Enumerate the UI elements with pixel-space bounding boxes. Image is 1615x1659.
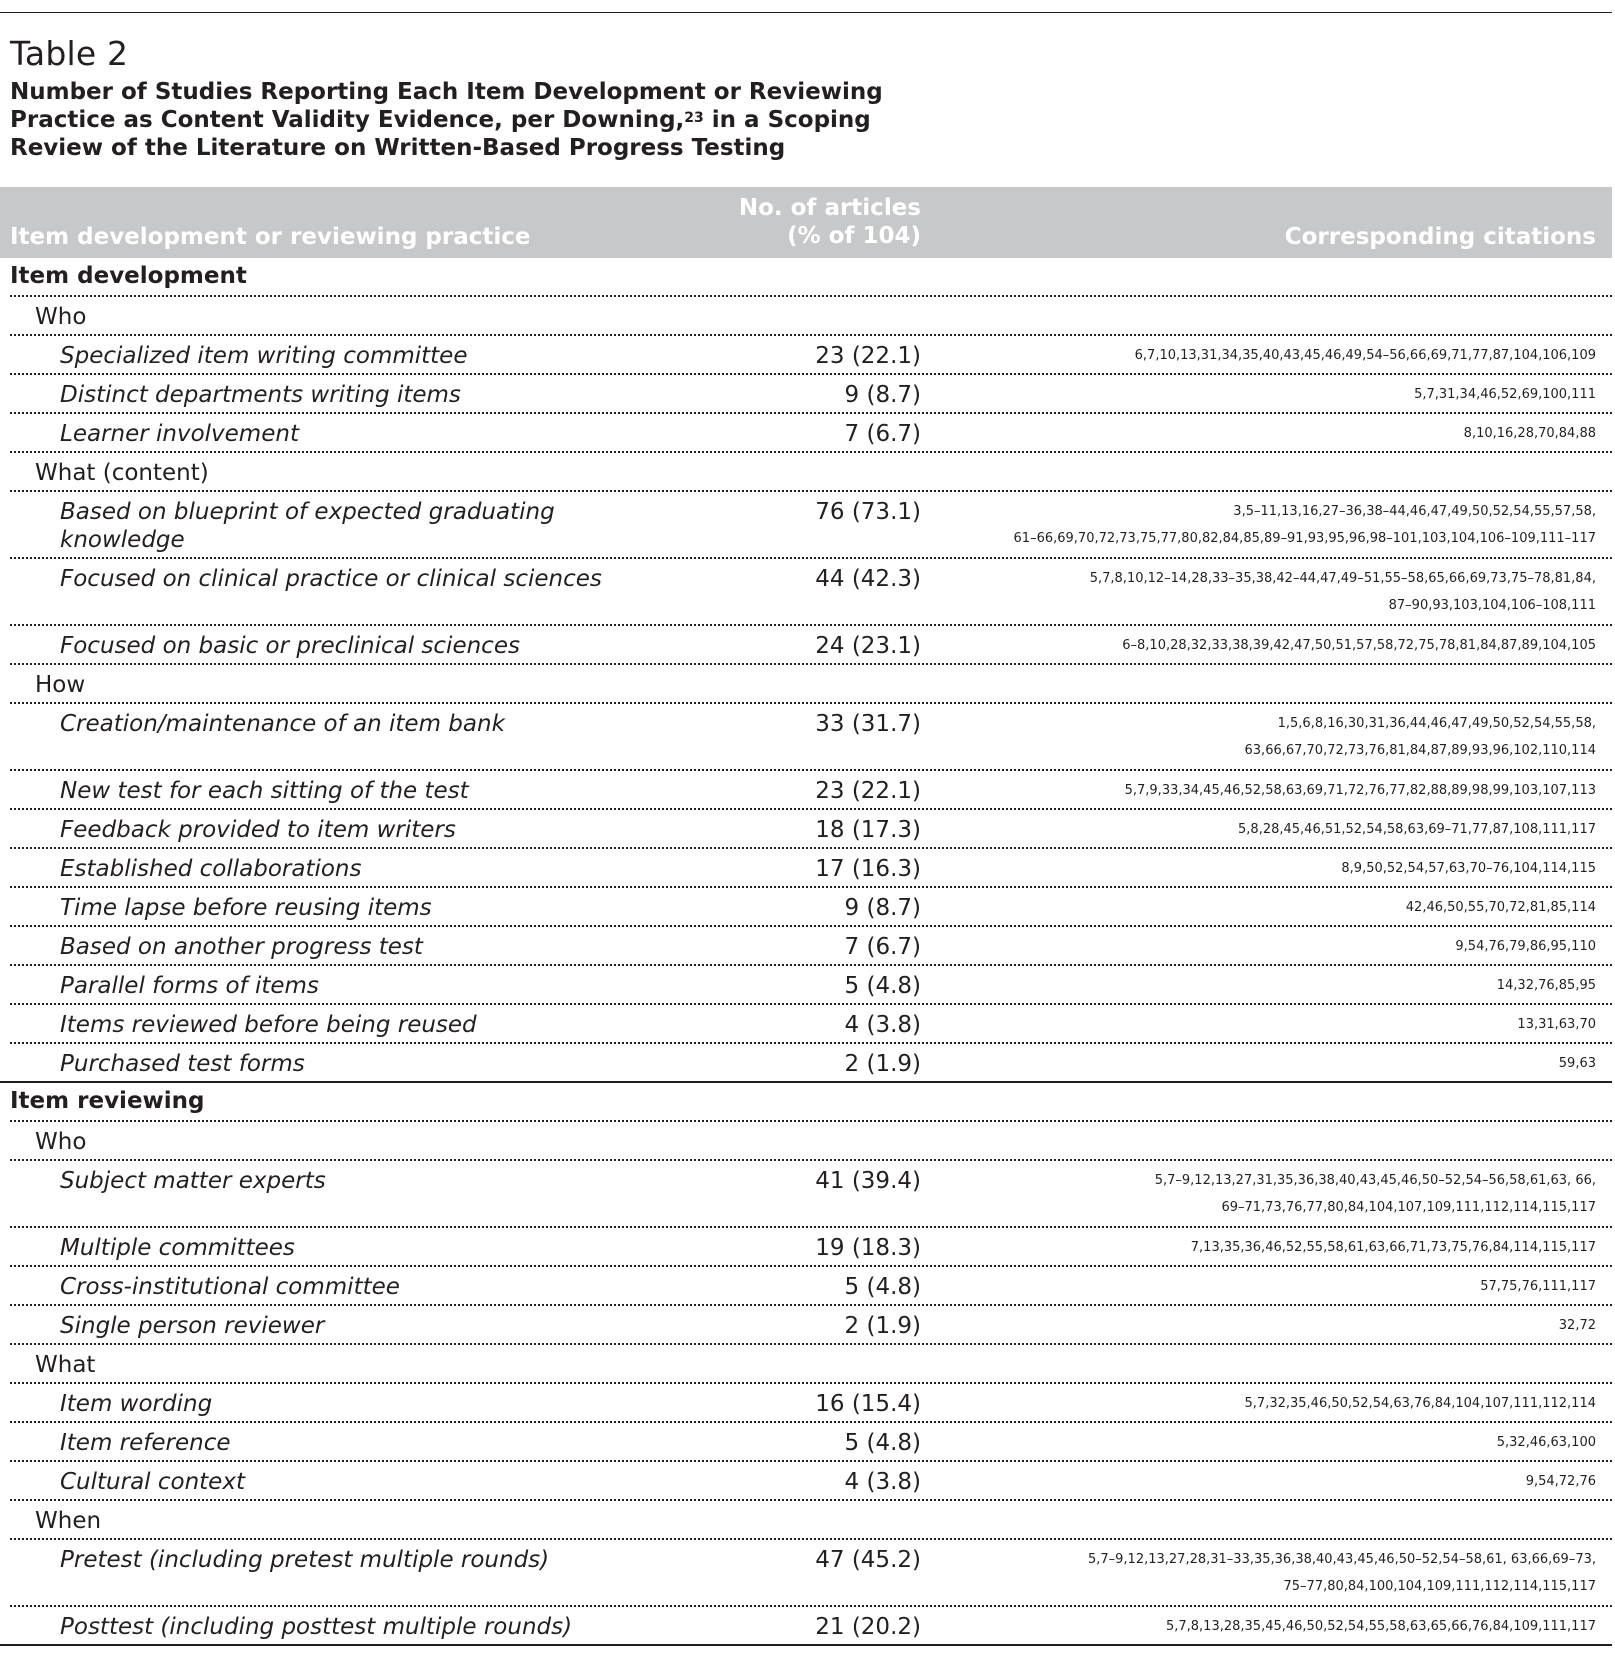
practice-label: Cross-institutional committee [60,1274,400,1300]
citations [1480,1273,1596,1300]
citation-line: 5,32,46,63,100 [1496,1435,1596,1450]
practice-label: Who [35,304,87,330]
practice-label: Subject matter experts [60,1168,326,1194]
citation-line: 5,7–9,12,13,27,28,31–33,35,36,38,40,43,45,46,50–52,54–58,61, 63,66,69–73, [1087,1552,1596,1567]
citation-line: 8,10,16,28,70,84,88 [1463,426,1596,441]
article-count: 7 (6.7) [844,934,921,960]
practice-label: Based on another progress test [60,934,423,960]
table-row [0,1607,1612,1646]
table-row [0,771,1612,810]
table-row [0,1044,1612,1083]
practice-label: Focused on basic or preclinical sciences [60,633,520,659]
citation-line: 9,54,72,76 [1525,1474,1596,1489]
article-count: 76 (73.1) [815,499,921,525]
citations [1414,381,1596,408]
caption-line-3: Review of the Literature on Written-Based Progress Testing [10,135,786,161]
caption-line-2b: in a Scoping [703,107,871,133]
practice-label: Cultural context [60,1469,245,1495]
practice-label: Focused on clinical practice or clinical sciences [60,566,602,592]
practice-label: Item reference [60,1430,231,1456]
citation-line: 59,63 [1558,1056,1596,1071]
table-row [0,1005,1612,1044]
citations [1088,1546,1596,1600]
article-count: 5 (4.8) [844,973,921,999]
citations [1191,1234,1596,1261]
article-count: 18 (17.3) [815,817,921,843]
practice-label: Established collaborations [60,856,362,882]
citations [1497,972,1596,999]
table-row [0,414,1612,453]
section-row [0,258,1612,297]
citation-line: 42,46,50,55,70,72,81,85,114 [1405,900,1596,915]
citation-line: 6–8,10,28,32,33,38,39,42,47,50,51,57,58,72,75,78,81,84,87,89,104,105 [1122,638,1596,653]
citation-line: 5,7,31,34,46,52,69,100,111 [1414,387,1596,402]
article-count: 2 (1.9) [844,1313,921,1339]
practice-label: Creation/maintenance of an item bank [60,711,505,737]
citations [1090,565,1596,619]
solid-rule [0,1644,1612,1646]
table-body [0,258,1612,1646]
table-row [0,849,1612,888]
citation-line: 9,54,76,79,86,95,110 [1455,939,1596,954]
citations [1245,710,1596,764]
citation-line: 14,32,76,85,95 [1496,978,1596,993]
citations [1014,498,1596,552]
practice-label: Who [35,1129,87,1155]
practice-label: Time lapse before reusing items [60,895,432,921]
citations [1497,1429,1596,1456]
citations [1559,1050,1596,1077]
practice-label: New test for each sitting of the test [60,778,469,804]
table-row [0,336,1612,375]
article-count: 9 (8.7) [844,382,921,408]
article-count: 41 (39.4) [815,1168,921,1194]
header-citations: Corresponding citations [1284,224,1596,250]
citation-line: 8,9,50,52,54,57,63,70–76,104,114,115 [1341,861,1596,876]
article-count: 21 (20.2) [815,1614,921,1640]
article-count: 7 (6.7) [844,421,921,447]
citations [1559,1312,1596,1339]
table-row [0,559,1612,626]
top-rule [0,12,1612,13]
practice-label: Purchased test forms [60,1051,305,1077]
article-count: 19 (18.3) [815,1235,921,1261]
citation-line: 7,13,35,36,46,52,55,58,61,63,66,71,73,75,76,84,114,115,117 [1190,1240,1596,1255]
table-row [0,927,1612,966]
article-count: 17 (16.3) [815,856,921,882]
table-row [0,1384,1612,1423]
citations [1166,1613,1596,1640]
citation-line: 6,7,10,13,31,34,35,40,43,45,46,49,54–56,66,69,71,77,87,104,106,109 [1134,348,1596,363]
table-row [0,1306,1612,1345]
citation-line: 61–66,69,70,72,73,75,77,80,82,84,85,89–91,93,95,96,98–101,103,104,106–109,111–117 [1013,531,1596,546]
citation-line: 3,5–11,13,16,27–36,38–44,46,47,49,50,52,54,55,57,58, [1233,504,1596,519]
subgroup-row [0,297,1612,336]
table-row [0,1462,1612,1501]
practice-label: Based on blueprint of expected graduating knowledge [60,499,555,553]
practice-label: How [35,672,86,698]
table-row [0,375,1612,414]
subgroup-row [0,1345,1612,1384]
citation-line: 5,7,8,10,12–14,28,33–35,38,42–44,47,49–51,55–58,65,66,69,73,75–78,81,84, [1089,571,1596,586]
table-row [0,1161,1612,1228]
citation-line: 57,75,76,111,117 [1480,1279,1596,1294]
practice-label: Feedback provided to item writers [60,817,456,843]
citations [1526,1468,1596,1495]
header-articles-line-1: No. of articles [738,195,921,221]
citation-line: 1,5,6,8,16,30,31,36,44,46,47,49,50,52,54,55,58, [1277,716,1596,731]
article-count: 44 (42.3) [815,566,921,592]
table-caption [10,78,910,162]
citation-line: 75–77,80,84,100,104,109,111,112,114,115,117 [1283,1579,1596,1594]
practice-label: Distinct departments writing items [60,382,461,408]
practice-label: Specialized item writing committee [60,343,468,369]
practice-label: Parallel forms of items [60,973,319,999]
practice-label: Pretest (including pretest multiple rounds) [60,1547,550,1573]
citations [1245,1390,1596,1417]
practice-label: Item reviewing [10,1088,205,1114]
practice-label: Single person reviewer [60,1313,325,1339]
citations [1238,816,1596,843]
citations [1341,855,1596,882]
citations [1455,933,1596,960]
article-count: 16 (15.4) [815,1391,921,1417]
article-count: 23 (22.1) [815,778,921,804]
citation-line: 63,66,67,70,72,73,76,81,84,87,89,93,96,102,110,114 [1244,743,1596,758]
caption-reference: 23 [684,110,704,126]
table-row [0,888,1612,927]
citation-line: 69–71,73,76,77,80,84,104,107,109,111,112,114,115,117 [1221,1200,1596,1215]
practice-label: Learner involvement [60,421,299,447]
header-practice: Item development or reviewing practice [10,224,531,250]
header-articles [739,194,921,250]
table-row [0,966,1612,1005]
table-label: Table 2 [10,34,129,73]
article-count: 2 (1.9) [844,1051,921,1077]
article-count: 5 (4.8) [844,1430,921,1456]
article-count: 23 (22.1) [815,343,921,369]
article-count: 4 (3.8) [844,1012,921,1038]
table-header [0,187,1612,258]
article-count: 9 (8.7) [844,895,921,921]
table-row [0,626,1612,665]
practice-label: Item development [10,263,247,289]
subgroup-row [0,1501,1612,1540]
caption-line-2 [10,106,910,134]
citation-line: 5,7–9,12,13,27,31,35,36,38,40,43,45,46,50–52,54–56,58,61,63, 66, [1154,1173,1596,1188]
caption-line-1: Number of Studies Reporting Each Item Development or Reviewing [10,79,883,105]
subgroup-row [0,665,1612,704]
section-row [0,1083,1612,1122]
caption-line-2a: Practice as Content Validity Evidence, per Downing, [10,107,685,133]
article-count: 4 (3.8) [844,1469,921,1495]
citations [1406,894,1596,921]
practice-label: Posttest (including posttest multiple rounds) [60,1614,573,1640]
citations [1125,777,1596,804]
article-count: 24 (23.1) [815,633,921,659]
citation-line: 13,31,63,70 [1517,1017,1596,1032]
citation-line: 5,7,32,35,46,50,52,54,63,76,84,104,107,111,112,114 [1244,1396,1596,1411]
practice-label: Multiple committees [60,1235,295,1261]
citations [1464,420,1596,447]
citation-line: 5,8,28,45,46,51,52,54,58,63,69–71,77,87,108,111,117 [1238,822,1596,837]
practice-label: Items reviewed before being reused [60,1012,477,1038]
table-row [0,1228,1612,1267]
table-row [0,704,1612,771]
citation-line: 87–90,93,103,104,106–108,111 [1388,598,1596,613]
citations [1517,1011,1596,1038]
citations [1155,1167,1596,1221]
subgroup-row [0,1122,1612,1161]
citation-line: 5,7,9,33,34,45,46,52,58,63,69,71,72,76,77,82,88,89,98,99,103,107,113 [1124,783,1596,798]
table-row [0,1267,1612,1306]
practice-label: Item wording [60,1391,213,1417]
citations [1135,342,1596,369]
table-row [0,1423,1612,1462]
table-row [0,1540,1612,1607]
citation-line: 32,72 [1558,1318,1596,1333]
subgroup-row [0,453,1612,492]
article-count: 47 (45.2) [815,1547,921,1573]
citation-line: 5,7,8,13,28,35,45,46,50,52,54,55,58,63,65,66,76,84,109,111,117 [1165,1619,1596,1634]
practice-label: When [35,1508,102,1534]
table-row [0,810,1612,849]
header-articles-line-2: (% of 104) [787,223,921,249]
practice-label: What [35,1352,96,1378]
article-count: 33 (31.7) [815,711,921,737]
practice-label: What (content) [35,460,209,486]
table-row [0,492,1612,559]
citations [1122,632,1596,659]
article-count: 5 (4.8) [844,1274,921,1300]
